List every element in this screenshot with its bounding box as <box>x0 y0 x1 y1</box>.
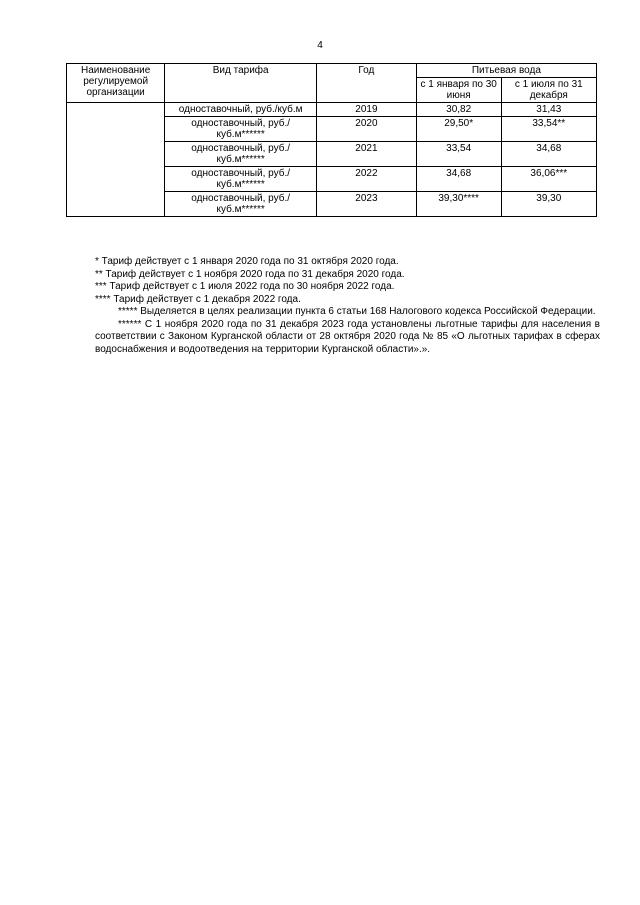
organization-cell <box>67 103 165 217</box>
value-period-2-cell: 34,68 <box>501 142 596 167</box>
tariff-type-cell: одноставочный, руб./куб.м****** <box>165 192 317 217</box>
value-period-1-cell: 33,54 <box>416 142 501 167</box>
header-period-2: с 1 июля по 31 декабря <box>501 78 596 103</box>
tariff-type-cell: одноставочный, руб./куб.м****** <box>165 167 317 192</box>
table-header-row <box>67 64 597 78</box>
year-cell: 2022 <box>317 167 417 192</box>
value-period-1-cell: 29,50* <box>416 117 501 142</box>
footnote-1: * Тариф действует с 1 января 2020 года по 31 октября 2020 года. <box>95 256 399 267</box>
footnote-2: ** Тариф действует с 1 ноября 2020 года по 31 декабря 2020 года. <box>95 268 405 280</box>
value-period-2-cell: 31,43 <box>501 103 596 117</box>
value-period-2-cell: 39,30 <box>501 192 596 217</box>
tariff-type-cell: одноставочный, руб./куб.м****** <box>165 117 317 142</box>
footnote-6: ****** С 1 ноября 2020 года по 31 декабря 2023 года установлены льготные тарифы для населения в соответствии с Законом Курганской области от 28 октября 2020 года № 85 «О льготных тарифах в сферах водоснабжения и водоотведения на территории Курганской области».». <box>95 318 600 355</box>
tariff-type-cell: одноставочный, руб./куб.м <box>165 103 317 117</box>
value-period-2-cell: 33,54** <box>501 117 596 142</box>
value-period-1-cell: 30,82 <box>416 103 501 117</box>
footnote-5: ***** Выделяется в целях реализации пункта 6 статьи 168 Налогового кодекса Российской Федерации. <box>118 306 596 317</box>
footnote-3: *** Тариф действует с 1 июля 2022 года по 30 ноября 2022 года. <box>95 281 395 292</box>
value-period-2-cell: 36,06*** <box>501 167 596 192</box>
tariff-type-cell: одноставочный, руб./куб.м****** <box>165 142 317 167</box>
footnotes <box>95 256 600 356</box>
year-cell: 2021 <box>317 142 417 167</box>
header-organization: Наименование регулируемой организации <box>67 64 165 103</box>
header-year: Год <box>317 64 417 103</box>
header-tariff-type: Вид тарифа <box>165 64 317 103</box>
value-period-1-cell: 34,68 <box>416 167 501 192</box>
tariff-table <box>66 63 597 217</box>
year-cell: 2019 <box>317 103 417 117</box>
value-period-1-cell: 39,30**** <box>416 192 501 217</box>
table-row <box>67 103 597 117</box>
header-drinking-water: Питьевая вода <box>416 64 596 78</box>
header-period-1: с 1 января по 30 июня <box>416 78 501 103</box>
year-cell: 2023 <box>317 192 417 217</box>
year-cell: 2020 <box>317 117 417 142</box>
footnote-4: **** Тариф действует с 1 декабря 2022 года. <box>95 293 301 305</box>
page-number: 4 <box>317 40 323 51</box>
